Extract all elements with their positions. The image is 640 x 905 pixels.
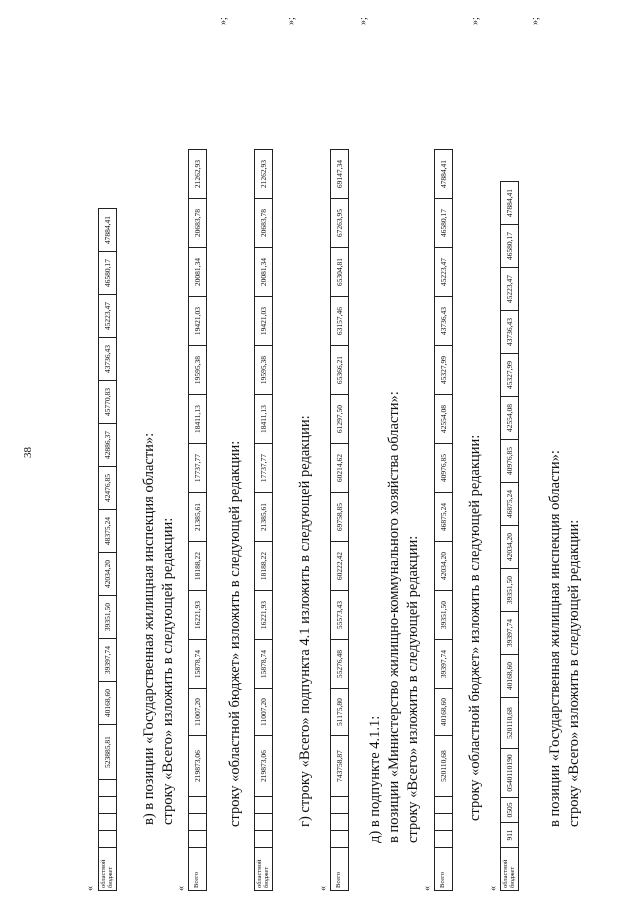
table-cell: 47884,41 bbox=[501, 182, 519, 225]
row-label-cell: Всего bbox=[435, 848, 453, 891]
table-cell bbox=[189, 797, 207, 814]
table-cell: 46580,17 bbox=[501, 225, 519, 268]
table-cell: 69758,85 bbox=[331, 493, 349, 542]
table-cell: 18411,13 bbox=[189, 395, 207, 444]
page-number: 38 bbox=[22, 447, 34, 458]
table-cell: 743758,87 bbox=[331, 736, 349, 797]
table-cell: 40168,60 bbox=[99, 682, 117, 725]
text-line: в позиции «Государственная жилищная инспекция области»: bbox=[547, 450, 563, 827]
quote-close: »; bbox=[530, 17, 541, 25]
quote-open: « bbox=[85, 886, 96, 891]
table-cell: 43736,43 bbox=[501, 311, 519, 354]
table-row bbox=[255, 150, 273, 891]
paragraph-regional-budget bbox=[466, 435, 485, 821]
table-cell: 67263,95 bbox=[331, 199, 349, 248]
table-cell bbox=[331, 797, 349, 814]
text-line: строку «Всего» изложить в следующей редакции: bbox=[566, 519, 582, 827]
table-cell bbox=[435, 831, 453, 848]
table-cell: 39397,74 bbox=[435, 640, 453, 689]
table-cell: 219873,06 bbox=[255, 736, 273, 797]
table-cell: 60214,62 bbox=[331, 444, 349, 493]
table-cell: 0505 bbox=[501, 798, 519, 823]
table-cell: 15878,74 bbox=[255, 640, 273, 689]
budget-row-regional bbox=[500, 181, 519, 891]
table-cell: 60222,42 bbox=[331, 542, 349, 591]
table-cell: 0540110190 bbox=[501, 749, 519, 798]
table-cell: 45223,47 bbox=[99, 295, 117, 338]
table-cell: 20081,34 bbox=[189, 248, 207, 297]
text-line: в позиции «Министерство жилищно-коммунального хозяйства области»: bbox=[386, 391, 402, 843]
table-cell: 18188,22 bbox=[189, 542, 207, 591]
table-cell: 523885,81 bbox=[99, 725, 117, 780]
table-row bbox=[435, 150, 453, 891]
table-row bbox=[501, 182, 519, 891]
table-cell: 219873,06 bbox=[189, 736, 207, 797]
table-cell: 40168,60 bbox=[435, 689, 453, 736]
table-cell: 520110,68 bbox=[435, 736, 453, 797]
quote-close: »; bbox=[218, 17, 229, 25]
quote-open: « bbox=[488, 886, 499, 891]
table-cell: 20683,78 bbox=[189, 199, 207, 248]
row-label-cell: областной бюджет bbox=[501, 848, 519, 891]
table-cell: 520110,68 bbox=[501, 698, 519, 749]
row-label-cell: Всего bbox=[189, 848, 207, 891]
table-cell: 19595,38 bbox=[189, 346, 207, 395]
budget-row-regional bbox=[98, 208, 117, 891]
table-cell: 16221,93 bbox=[255, 591, 273, 640]
table-cell bbox=[99, 814, 117, 831]
table-cell bbox=[255, 831, 273, 848]
table-cell bbox=[331, 814, 349, 831]
table-cell: 42554,08 bbox=[501, 397, 519, 440]
table-cell: 51175,80 bbox=[331, 689, 349, 736]
table-cell: 55573,43 bbox=[331, 591, 349, 640]
text-line: строку «областной бюджет» изложить в следующей редакции: bbox=[227, 440, 243, 827]
table-cell: 42034,20 bbox=[99, 553, 117, 596]
table-row bbox=[189, 150, 207, 891]
text-line: строку «областной бюджет» изложить в следующей редакции: bbox=[467, 434, 483, 821]
text-line: г) строку «Всего» подпункта 4.1 изложить в следующей редакции: bbox=[297, 415, 313, 827]
table-row bbox=[99, 209, 117, 891]
text-line: д) в подпункте 4.1.1: bbox=[367, 715, 383, 843]
table-cell bbox=[331, 831, 349, 848]
table-cell: 65304,81 bbox=[331, 248, 349, 297]
quote-open: « bbox=[176, 886, 187, 891]
table-cell: 15878,74 bbox=[189, 640, 207, 689]
table-cell: 16221,93 bbox=[189, 591, 207, 640]
paragraph-d bbox=[366, 391, 423, 843]
table-cell bbox=[99, 831, 117, 848]
quote-open: « bbox=[422, 886, 433, 891]
quote-close: »; bbox=[470, 17, 481, 25]
table-cell: 39351,50 bbox=[435, 591, 453, 640]
table-cell: 46875,24 bbox=[435, 493, 453, 542]
table-cell: 42034,20 bbox=[435, 542, 453, 591]
table-cell: 21262,93 bbox=[255, 150, 273, 199]
text-line: в) в позиции «Государственная жилищная инспекция области»: bbox=[141, 432, 157, 825]
table-cell: 21262,93 bbox=[189, 150, 207, 199]
quote-close: »; bbox=[358, 17, 369, 25]
table-cell: 20081,34 bbox=[255, 248, 273, 297]
row-label-cell: областной бюджет bbox=[255, 848, 273, 891]
row-label-cell: областной бюджет bbox=[99, 848, 117, 891]
table-cell: 69147,34 bbox=[331, 150, 349, 199]
table-cell: 17737,77 bbox=[189, 444, 207, 493]
table-cell bbox=[189, 831, 207, 848]
text-line: строку «Всего» изложить в следующей редакции: bbox=[160, 517, 176, 825]
table-cell: 39351,50 bbox=[501, 569, 519, 612]
table-cell: 61297,50 bbox=[331, 395, 349, 444]
table-cell: 45223,47 bbox=[501, 268, 519, 311]
paragraph-inspection bbox=[546, 450, 584, 827]
table-cell: 63157,46 bbox=[331, 297, 349, 346]
table-cell: 46875,24 bbox=[501, 483, 519, 526]
table-row bbox=[331, 150, 349, 891]
table-cell: 46580,17 bbox=[99, 252, 117, 295]
table-cell: 911 bbox=[501, 823, 519, 848]
table-cell bbox=[435, 814, 453, 831]
table-cell: 39351,50 bbox=[99, 596, 117, 639]
budget-row-regional bbox=[254, 149, 273, 891]
quote-open: « bbox=[318, 886, 329, 891]
table-cell: 18188,22 bbox=[255, 542, 273, 591]
table-cell: 17737,77 bbox=[255, 444, 273, 493]
table-cell: 47884,41 bbox=[435, 150, 453, 199]
table-cell: 18411,13 bbox=[255, 395, 273, 444]
table-cell: 40976,85 bbox=[501, 440, 519, 483]
table-cell: 43736,43 bbox=[99, 338, 117, 381]
table-cell: 40168,60 bbox=[501, 655, 519, 698]
table-cell: 42554,08 bbox=[435, 395, 453, 444]
paragraph-v bbox=[140, 433, 178, 825]
table-cell bbox=[189, 814, 207, 831]
text-line: строку «Всего» изложить в следующей редакции: bbox=[405, 535, 421, 843]
table-cell: 19595,38 bbox=[255, 346, 273, 395]
table-cell: 55276,48 bbox=[331, 640, 349, 689]
table-cell: 40976,85 bbox=[435, 444, 453, 493]
table-cell: 42034,20 bbox=[501, 526, 519, 569]
table-cell: 43736,43 bbox=[435, 297, 453, 346]
quote-close: »; bbox=[286, 17, 297, 25]
table-cell: 42476,85 bbox=[99, 467, 117, 510]
table-cell: 21385,61 bbox=[189, 493, 207, 542]
table-cell: 39397,74 bbox=[501, 612, 519, 655]
row-label-cell: Всего bbox=[331, 848, 349, 891]
table-cell: 39397,74 bbox=[99, 639, 117, 682]
table-cell: 45223,47 bbox=[435, 248, 453, 297]
table-cell: 19421,03 bbox=[189, 297, 207, 346]
budget-row-total bbox=[434, 149, 453, 891]
table-cell: 65366,21 bbox=[331, 346, 349, 395]
table-cell bbox=[435, 797, 453, 814]
table-cell bbox=[99, 780, 117, 797]
table-cell bbox=[99, 797, 117, 814]
table-cell: 45770,83 bbox=[99, 381, 117, 424]
paragraph-regional-budget bbox=[226, 441, 245, 827]
table-cell bbox=[255, 797, 273, 814]
table-cell: 45327,99 bbox=[435, 346, 453, 395]
table-cell: 42886,37 bbox=[99, 424, 117, 467]
table-cell bbox=[255, 814, 273, 831]
table-cell: 20683,78 bbox=[255, 199, 273, 248]
table-cell: 45327,99 bbox=[501, 354, 519, 397]
table-cell: 47884,41 bbox=[99, 209, 117, 252]
table-cell: 46580,17 bbox=[435, 199, 453, 248]
budget-row-total bbox=[188, 149, 207, 891]
budget-row-total bbox=[330, 149, 349, 891]
table-cell: 21385,61 bbox=[255, 493, 273, 542]
paragraph-g bbox=[296, 415, 315, 827]
table-cell: 19421,03 bbox=[255, 297, 273, 346]
table-cell: 48375,24 bbox=[99, 510, 117, 553]
table-cell: 11007,20 bbox=[255, 689, 273, 736]
table-cell: 11007,20 bbox=[189, 689, 207, 736]
